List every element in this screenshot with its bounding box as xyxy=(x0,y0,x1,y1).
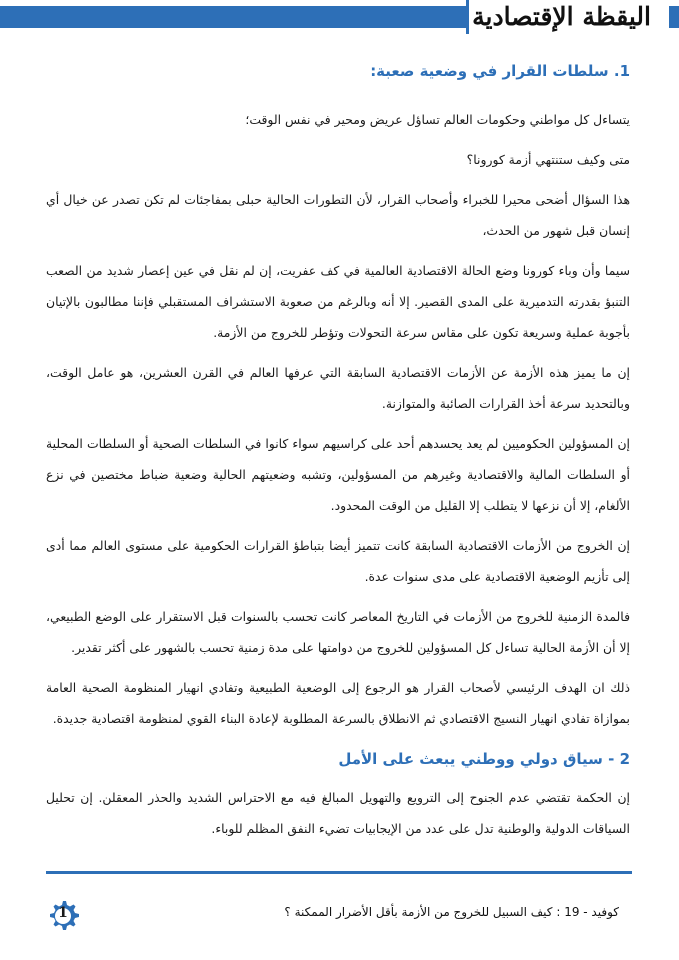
paragraph: إن الخروج من الأزمات الاقتصادية السابقة كانت تتميز أيضا بتباطؤ القرارات الحكومية على مستوى العالم مما أدى إلى تأزيم الوضعية الاقتصادية على مدى سنوات عدة. xyxy=(46,538,630,584)
masthead-box xyxy=(466,0,669,34)
footer-title: كوفيد - 19 : كيف السبيل للخروج من الأزمة بأقل الأضرار الممكنة ؟ xyxy=(284,905,619,919)
paragraph: متى وكيف ستنتهي أزمة كورونا؟ xyxy=(466,152,630,167)
section-heading: 2 - سياق دولي ووطني يبعث على الأمل xyxy=(338,750,630,768)
page-number: 1 xyxy=(58,905,68,921)
masthead-title: اليقظة الإقتصادية xyxy=(472,2,651,31)
paragraph: هذا السؤال أضحى محيرا للخبراء وأصحاب القرار، لأن التطورات الحالية حبلى بمفاجئات لم تكن تصدر عن خيال أي إنسان قبل شهور من الحدث، xyxy=(46,192,630,238)
masthead-bar xyxy=(0,0,679,34)
paragraph: إن المسؤولين الحكوميين لم يعد يحسدهم أحد على كراسيهم سواء كانوا في السلطات الصحية أو السلطات المحلية أو السلطات المالية والاقتصادية وغيرهم من المسؤولين، وتشبه وضعيتهم الحالية وضعية ضباط مختصين في نزع الألغام، إلا أن نزعها لا يتطلب إلا القليل من الوقت المحدود. xyxy=(46,436,630,513)
section-heading: 1. سلطات القرار في وضعية صعبة: xyxy=(370,62,630,80)
paragraph: إن ما يميز هذه الأزمة عن الأزمات الاقتصادية السابقة التي عرفها العالم في القرن العشرين، هو عامل الوقت، وبالتحديد سرعة أخذ القرارات الصائبة والمتوازنة. xyxy=(46,365,630,411)
paragraph: سيما وأن وباء كورونا وضع الحالة الاقتصادية العالمية في كف عفريت، إن لم نقل في عين إعصار شديد من الصعب التنبؤ بقدرته التدميرية على المدى القصير. إلا أنه وبالرغم من صعوبة الاستشراف المستقبلي فإننا مطالبون بالإتيان بأجوبة عملية وسريعة تكون على مقاس سرعة التحولات وتؤطر للخروج من الأزمة. xyxy=(46,263,630,340)
article-body xyxy=(46,60,630,844)
paragraph: فالمدة الزمنية للخروج من الأزمات في التاريخ المعاصر كانت تحسب بالسنوات قبل الاستقرار على الوضع الطبيعي، إلا أن الأزمة الحالية تساءل كل المسؤولين للخروج من دوامتها على مدة زمنية تحسب بالشهور على أكثر تقدير. xyxy=(46,609,630,655)
paragraph: ذلك ان الهدف الرئيسي لأصحاب القرار هو الرجوع إلى الوضعية الطبيعية وتفادي انهيار المنظومة الصحية العامة بموازاة تفادي انهيار النسيج الاقتصادي ثم الانطلاق بالسرعة المطلوبة لإعادة البناء القوي لمنظومة اقتصادية جديدة. xyxy=(46,680,630,726)
paragraph: إن الحكمة تقتضي عدم الجنوح إلى الترويع والتهويل المبالغ فيه مع الاحتراس الشديد والحذر المعقلن. إن تحليل السياقات الدولية والوطنية تدل على عدد من الإيجابيات تضيء النفق المظلم للوباء. xyxy=(46,790,630,836)
footer-rule xyxy=(46,871,632,874)
paragraph: يتساءل كل مواطني وحكومات العالم تساؤل عريض ومحير في نفس الوقت؛ xyxy=(245,112,630,127)
